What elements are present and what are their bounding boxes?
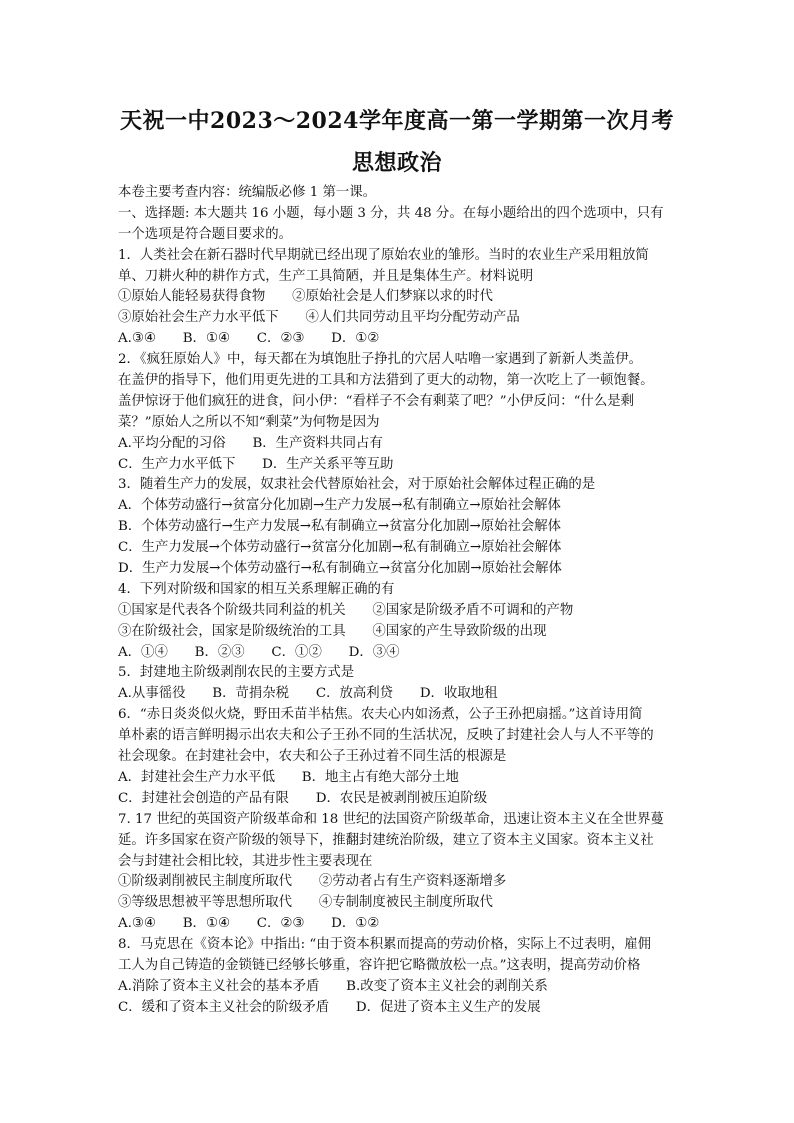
- text-line: 一个选项是符合题目要求的。: [118, 226, 293, 242]
- text-line: ③原始社会生产力水平低下 ④人们共同劳动且平均分配劳动产品: [118, 310, 520, 326]
- text-line: 盖伊惊讶于他们疯狂的进食，问小伊：“看样子不会有剩菜了吧？”小伊反问：“什么是剩: [118, 393, 634, 409]
- text-line: 6．“赤日炎炎似火烧，野田禾苗半枯焦。农夫心内如汤煮，公子王孙把扇摇。”这首诗用简: [118, 707, 643, 723]
- text-line: C．生产力水平低下 D．生产关系平等互助: [118, 456, 394, 472]
- text-line: 3．随着生产力的发展，奴隶社会代替原始社会，对于原始社会解体过程正确的是: [118, 477, 596, 493]
- text-line: B．个体劳动盛行→生产力发展→私有制确立→贫富分化加剧→原始社会解体: [118, 519, 562, 535]
- text-line: ①阶级剥削被民主制度所取代 ②劳动者占有生产资料逐渐增多: [118, 874, 507, 890]
- text-line: 2．《疯狂原始人》中，每天都在为填饱肚子挣扎的穴居人咕噜一家遇到了新新人类盖伊。: [118, 352, 643, 368]
- text-line: A．个体劳动盛行→贫富分化加剧→生产力发展→私有制确立→原始社会解体: [118, 498, 561, 514]
- text-line: D．生产力发展→个体劳动盛行→私有制确立→贫富分化加剧→原始社会解体: [118, 561, 562, 577]
- text-line: 5．封建地主阶级剥削农民的主要方式是: [118, 665, 355, 681]
- text-line: 4．下列对阶级和国家的相互关系理解正确的有: [118, 581, 395, 597]
- exam-body: [118, 183, 680, 1019]
- text-line: C．封建社会创造的产品有限 D．农民是被剥削被压迫阶级: [118, 790, 488, 806]
- subject-title: 思想政治: [351, 150, 442, 176]
- text-line: A．①④ B．②③ C．①② D．③④: [118, 644, 400, 660]
- text-line: 一、选择题: 本大题共 16 小题，每小题 3 分，共 48 分。在每小题给出的四个选项中，只有: [118, 205, 664, 221]
- text-line: ①国家是代表各个阶级共同利益的机关 ②国家是阶级矛盾不可调和的产物: [118, 602, 574, 618]
- text-line: A．封建社会生产力水平低 B．地主占有绝大部分土地: [118, 769, 459, 785]
- text-line: C．缓和了资本主义社会的阶级矛盾 D．促进了资本主义生产的发展: [118, 999, 541, 1015]
- text-line: 1．人类社会在新石器时代早期就已经出现了原始农业的雏形。当时的农业生产采用粗放简: [118, 247, 649, 263]
- text-line: 延。许多国家在资产阶级的领导下，推翻封建统治阶级，建立了资本主义国家。资本主义社: [118, 832, 654, 848]
- text-line: ①原始人能轻易获得食物 ②原始社会是人们梦寐以求的时代: [118, 289, 493, 305]
- exam-title: 天祝一中2023～2024学年度高一第一学期第一次月考: [120, 108, 674, 134]
- text-line: 单、刀耕火种的耕作方式，生产工具简陋，并且是集体生产。材料说明: [118, 268, 534, 284]
- text-line: 单朴素的语言鲜明揭示出农夫和公子王孙不同的生活状况，反映了封建社会人与人不平等的: [118, 728, 654, 744]
- text-line: 在盖伊的指导下，他们用更先进的工具和方法猎到了更大的动物，第一次吃上了一顿饱餐。: [118, 373, 654, 389]
- text-line: A.③④ B．①④ C．②③ D．①②: [118, 331, 380, 347]
- text-line: A.消除了资本主义社会的基本矛盾 B.改变了资本主义社会的剥削关系: [118, 978, 548, 994]
- text-line: A.③④ B．①④ C．②③ D．①②: [118, 916, 380, 932]
- text-line: 社会现象。在封建社会中，农夫和公子王孙过着不同生活的根源是: [118, 749, 507, 765]
- text-line: 本卷主要考查内容：统编版必修 1 第一课。: [118, 185, 377, 200]
- text-line: 菜？”原始人之所以不知“剩菜”为何物是因为: [118, 414, 380, 430]
- text-line: 8．马克思在《资本论》中指出: “由于资本积累而提高的劳动价格，实际上不过表明，雇佣: [118, 937, 651, 953]
- text-line: 7. 17 世纪的英国资产阶级革命和 18 世纪的法国资产阶级革命，迅速让资本主义在全世界蔓: [118, 811, 664, 827]
- text-line: 工人为自己铸造的金锁链已经够长够重，容许把它略微放松一点。”这表明，提高劳动价格: [118, 957, 641, 973]
- text-line: C．生产力发展→个体劳动盛行→贫富分化加剧→私有制确立→原始社会解体: [118, 540, 562, 556]
- text-line: ③等级思想被平等思想所取代 ④专制制度被民主制度所取代: [118, 895, 493, 911]
- text-line: A.平均分配的习俗 B．生产资料共同占有: [118, 435, 383, 451]
- text-line: 会与封建社会相比较，其进步性主要表现在: [118, 853, 373, 869]
- text-line: A.从事徭役 B．苛捐杂税 C．放高利贷 D．收取地租: [118, 686, 498, 702]
- text-line: ③在阶级社会，国家是阶级统治的工具 ④国家的产生导致阶级的出现: [118, 623, 547, 639]
